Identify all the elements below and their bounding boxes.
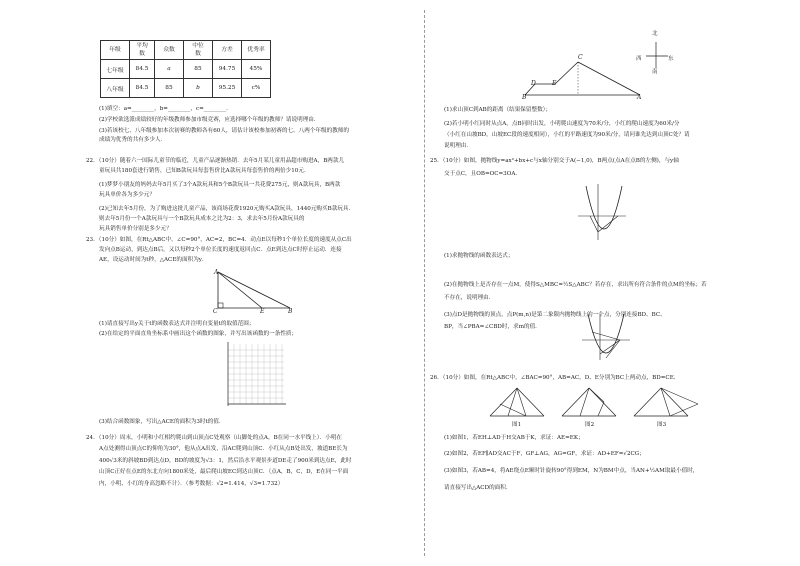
statistics-table — [100, 40, 271, 98]
q24-part2-line3: 说明理由． — [444, 143, 472, 149]
table-cell: 84.5 — [130, 60, 155, 79]
q21-part3-line2: 成绩为优秀的共有多少人． — [99, 137, 167, 143]
q24-stem-line1: 24．（10分）周末，小明和小红相约爬山到山顶点C处观察（山脚处的点A，B在同一水平线上）．小明在 — [86, 435, 343, 441]
table-cell: 84.5 — [130, 79, 155, 98]
q25-stem-line2: 交于点C，且OB=OC=3OA． — [444, 171, 521, 177]
q24-stem-line3: 400√3米的斜坡BD到达点D，BD的坡度为√3：1，然后沿水平观景步道DE走了900米到达点E，此时 — [99, 458, 352, 464]
compass-south: 南 — [652, 69, 658, 75]
table-cell: c% — [242, 79, 271, 98]
table-header-cell: 众数 — [155, 41, 184, 60]
label-e: E — [552, 80, 557, 87]
figure-1-caption: 图1 — [512, 422, 522, 428]
label-a: A — [214, 269, 219, 276]
table-row — [101, 60, 271, 79]
compass-east: 东 — [668, 56, 674, 62]
q25-stem-line1: 25．（10分）如图，抛物线y=ax²+bx+c与x轴分别交于A(−1,0)，B两点(点A在点B的左侧)，与y轴 — [430, 158, 679, 164]
q22-part1-line1: (1)梦梦小朋友的妈妈去年5月买了3个A款玩具和5个B款玩具一共花费275元，则A款玩具，B两款 — [99, 182, 341, 188]
label-c: C — [213, 308, 218, 315]
table-cell: 85 — [184, 60, 213, 79]
q21-part3-line1: (3)若该校七、八年级参加本次初赛的教师各有60人，请估计该校参加初赛的七、八两个年级的教师的 — [99, 128, 349, 134]
q21-part2: (2)学校欲选派成绩较好的年级教师参加市级竞赛，应选择哪个年级的教师？请说明理由． — [99, 117, 320, 123]
q25-parabola-figure-2 — [582, 312, 632, 362]
q24-stem-line5: 内，小明、小红的身高忽略不计）．（参考数据：√2=1.414，√3=1.732） — [99, 481, 284, 487]
q25-parabola-figure — [578, 182, 628, 242]
label-e: E — [260, 308, 265, 315]
q25-part3-line2: BP，当∠PBA=∠CBD时，求m的值． — [444, 324, 541, 330]
q23-part1: (1)请直接写出y关于t的函数表达式并注明自变量t的取值范围； — [99, 321, 255, 327]
q22-part2-line2: 则去年5月份一个A款玩具与一个B款玩具成本之比为2：3，求去年5月份A款玩具的 — [99, 216, 305, 222]
q22-stem-line1: 22．（10分）随着六一国际儿童节的临近，儿童产品逐渐热销．去年5月某儿童用品超市购进A，B两款儿 — [86, 158, 345, 164]
q24-stem-line4: 山顶C正好在点E的东北方向1800米处，最后爬山坡EC到达山顶C．（点A，B，C，D，E在同一平面 — [99, 469, 349, 475]
q26-stem: 26．（10分）如图，在Rt△ABC中，∠BAC=90°，AB=AC，D、E分别为BC上两动点，BD=CE． — [430, 375, 680, 381]
label-b: B — [522, 94, 527, 101]
q26-figure-3 — [632, 384, 702, 420]
q26-figure-1 — [488, 384, 548, 420]
q24-part2-line2: （小红在山坡BD，山坡EC段的速度相同），小红的平路速度为90米/分，请问谁先达到山顶C处？请 — [444, 132, 690, 138]
figure-3-caption: 图3 — [657, 422, 667, 428]
q23-triangle-figure — [210, 268, 300, 318]
label-b: B — [288, 308, 293, 315]
table-cell: 94.75 — [213, 60, 242, 79]
q22-part2-line1: (2)已知去年5月份，为了购进这批儿童产品，该商场花费1920元购买A款玩具，1440元购买B款玩具． — [99, 206, 355, 212]
table-header-row — [101, 41, 271, 60]
q25-part1: (1)求抛物线的函数表达式； — [444, 253, 514, 259]
column-divider — [424, 10, 425, 556]
q21-part1: (1)填空：a=________，b=________，c=________． — [99, 106, 232, 112]
q23-stem-line3: AE，设运动时间为t秒，△ACE的面积为y． — [99, 257, 208, 263]
figure-2-caption: 图2 — [585, 422, 595, 428]
compass-north: 北 — [652, 31, 658, 37]
q26-part3-line2: 请直接写出△ACD的面积． — [444, 485, 512, 491]
q26-part1: (1)如图1，若EH⊥AD于H交AB于K，求证：AE=EK； — [444, 435, 584, 441]
q23-stem-line2: 发向点B运动，到达点B后，又以每秒2个单位长度的速度返回点C．点E到达点C时停止运动．连接 — [99, 247, 342, 253]
table-cell: 85 — [155, 79, 184, 98]
table-header-cell: 优秀率 — [242, 41, 271, 60]
q26-part3-line1: (3)如图3，若AB=4，将AE绕点E顺时针旋转90°得到EM，N为BM中点，当AN+½AM取最小值时， — [444, 468, 699, 474]
q23-part2: (2)在给定的平面直角坐标系中画出这个函数的图象，并写出该函数的一条性质； — [99, 331, 298, 337]
q22-part2-line3: 玩具销售单价分别是多少元？ — [99, 226, 172, 232]
q26-part2: (2)如图2，若EF∥AD交AC于F，GF⊥AG，AG=GF，求证：AD+EF=√2CG； — [444, 451, 645, 457]
q23-stem-line1: 23．（10分）如图，在Rt△ABC中，∠C=90°，AC=2，BC=4．动点E以每秒1个单位长度的速度从点C出 — [86, 237, 352, 243]
table-cell: b — [184, 79, 213, 98]
compass-west: 西 — [636, 56, 642, 62]
q22-part1-line2: 玩具单价各为多少元？ — [99, 192, 155, 198]
table-cell: a — [155, 60, 184, 79]
table-header-cell: 方差 — [213, 41, 242, 60]
q23-part3: (3)结合函数图象，写出△ACE的面积为3时t的值． — [99, 419, 225, 425]
label-c: C — [578, 54, 583, 61]
coordinate-grid — [228, 342, 288, 412]
q25-part3-line1: (3)点D是抛物线的顶点，点P(m,n)是第二象限内抛物线上的一个点，分别连接BD、BC、 — [444, 312, 666, 318]
q24-stem-line2: A点处测得山顶点C的仰角为30°，他从点A出发，沿AC爬到山顶C．小红从点B处出发，坡道BE长为 — [99, 446, 348, 452]
table-header-cell: 中位 数 — [184, 41, 213, 60]
table-header-cell: 平均 数 — [130, 41, 155, 60]
table-cell: 45% — [242, 60, 271, 79]
q22-stem-line2: 童玩具共180套进行销售，已知B款玩具每套售价比A款玩具每套售价的两倍少10元． — [99, 168, 310, 174]
q25-part2-line2: 不存在，说明理由． — [444, 295, 495, 301]
table-header-cell: 年级 — [101, 41, 130, 60]
table-row — [101, 79, 271, 98]
q24-part1: (1)求山顶C到AB的距离（结果保留整数）； — [444, 107, 552, 113]
q25-part2-line1: (2)在抛物线上是否存在一点M，使得S△MBC=½S△ABC？若存在，求出所有符合条件的点M的坐标；若 — [444, 282, 707, 288]
table-cell: 八年级 — [101, 79, 130, 98]
label-d: D — [531, 80, 536, 87]
table-cell: 95.25 — [213, 79, 242, 98]
table-cell: 七年级 — [101, 60, 130, 79]
q26-figure-2 — [560, 384, 620, 420]
q24-part2-line1: (2)若小明小红同时从点A，点B同时出发，小明爬山速度为70米/分，小红的爬山速度为60米/分 — [444, 121, 680, 127]
label-a: A — [637, 94, 642, 101]
